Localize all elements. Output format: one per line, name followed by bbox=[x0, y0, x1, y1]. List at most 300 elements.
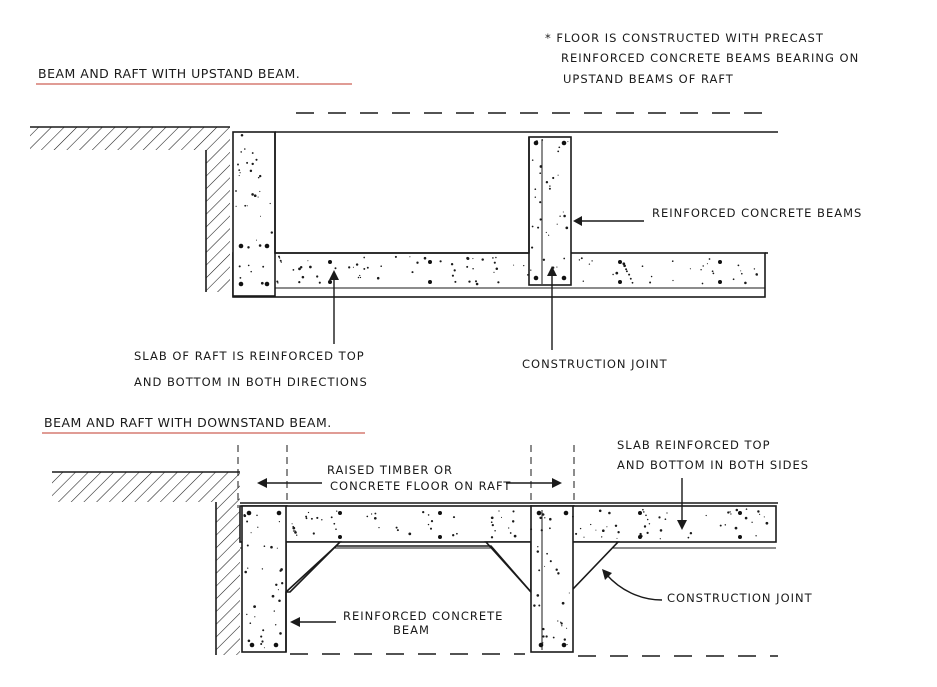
aggregate-speck bbox=[556, 569, 558, 571]
aggregate-speck bbox=[727, 511, 729, 513]
aggregate-speck bbox=[235, 190, 237, 192]
aggregate-speck bbox=[512, 520, 514, 522]
aggregate-speck bbox=[262, 568, 263, 569]
aggregate-speck bbox=[514, 535, 517, 538]
aggregate-speck bbox=[548, 235, 549, 236]
upstand-label-slab-2: AND BOTTOM IN BOTH DIRECTIONS bbox=[134, 375, 368, 389]
aggregate-speck bbox=[595, 530, 596, 531]
aggregate-speck bbox=[630, 278, 632, 280]
aggregate-speck bbox=[754, 268, 755, 269]
aggregate-speck bbox=[239, 175, 240, 176]
aggregate-speck bbox=[275, 584, 277, 586]
aggregate-speck bbox=[335, 528, 337, 530]
aggregate-speck bbox=[745, 517, 748, 520]
aggregate-speck bbox=[374, 513, 376, 515]
downstand-ground-hatching bbox=[52, 472, 240, 655]
aggregate-speck bbox=[580, 528, 581, 529]
aggregate-speck bbox=[260, 643, 262, 645]
aggregate-speck bbox=[259, 244, 262, 247]
aggregate-speck bbox=[246, 521, 248, 523]
aggregate-speck bbox=[252, 163, 254, 165]
aggregate-speck bbox=[567, 141, 568, 142]
upstand-raft-slab bbox=[233, 253, 768, 297]
aggregate-speck bbox=[556, 267, 557, 268]
downstand-label-slab-1: SLAB REINFORCED TOP bbox=[617, 438, 771, 452]
aggregate-speck bbox=[730, 513, 731, 514]
aggregate-speck bbox=[565, 227, 568, 230]
aggregate-speck bbox=[244, 148, 246, 150]
aggregate-speck bbox=[533, 604, 535, 606]
aggregate-speck bbox=[278, 256, 280, 258]
aggregate-speck bbox=[356, 263, 358, 265]
aggregate-speck bbox=[532, 226, 534, 228]
aggregate-speck bbox=[538, 569, 540, 571]
aggregate-speck bbox=[495, 257, 497, 259]
aggregate-speck bbox=[279, 632, 282, 635]
aggregate-speck bbox=[561, 625, 562, 626]
aggregate-speck bbox=[280, 260, 282, 262]
aggregate-speck bbox=[309, 266, 312, 269]
aggregate-speck bbox=[766, 522, 769, 525]
aggregate-speck bbox=[422, 511, 424, 513]
aggregate-speck bbox=[249, 622, 251, 624]
aggregate-speck bbox=[567, 644, 568, 645]
downstand-slab-arrow bbox=[677, 478, 687, 530]
aggregate-speck bbox=[549, 527, 551, 529]
aggregate-speck bbox=[508, 527, 509, 528]
aggregate-speck bbox=[250, 170, 252, 172]
aggregate-speck bbox=[241, 134, 244, 137]
aggregate-speck bbox=[371, 513, 372, 514]
aggregate-speck bbox=[254, 616, 255, 617]
aggregate-speck bbox=[558, 175, 559, 176]
aggregate-speck bbox=[319, 282, 321, 284]
aggregate-speck bbox=[543, 259, 545, 261]
aggregate-speck bbox=[591, 260, 592, 261]
aggregate-speck bbox=[706, 515, 707, 516]
aggregate-speck bbox=[253, 605, 256, 608]
upstand-label-slab-1: SLAB OF RAFT IS REINFORCED TOP bbox=[134, 349, 365, 363]
aggregate-speck bbox=[277, 548, 278, 549]
aggregate-speck bbox=[494, 262, 496, 264]
aggregate-speck bbox=[557, 224, 558, 225]
aggregate-speck bbox=[646, 532, 648, 534]
aggregate-speck bbox=[700, 269, 701, 270]
aggregate-speck bbox=[552, 177, 554, 179]
aggregate-speck bbox=[260, 216, 261, 217]
aggregate-speck bbox=[380, 265, 382, 267]
aggregate-speck bbox=[536, 594, 539, 597]
aggregate-speck bbox=[563, 215, 566, 218]
aggregate-speck bbox=[476, 283, 479, 286]
aggregate-speck bbox=[424, 257, 427, 260]
note-line-1: * FLOOR IS CONSTRUCTED WITH PRECAST bbox=[545, 31, 824, 45]
aggregate-speck bbox=[501, 517, 502, 518]
aggregate-speck bbox=[259, 191, 260, 192]
aggregate-speck bbox=[272, 595, 275, 598]
downstand-label-floor-1: RAISED TIMBER OR bbox=[327, 463, 454, 477]
aggregate-speck bbox=[541, 529, 543, 531]
downstand-joint-arrow bbox=[602, 569, 662, 600]
aggregate-speck bbox=[258, 197, 259, 198]
downstand-center-beam bbox=[531, 506, 573, 652]
aggregate-speck bbox=[531, 247, 533, 249]
aggregate-speck bbox=[549, 185, 550, 186]
aggregate-speck bbox=[247, 205, 248, 206]
aggregate-speck bbox=[542, 635, 544, 637]
aggregate-speck bbox=[395, 256, 397, 258]
aggregate-speck bbox=[530, 528, 532, 530]
aggregate-speck bbox=[583, 537, 584, 538]
aggregate-speck bbox=[729, 511, 730, 512]
aggregate-speck bbox=[550, 560, 552, 562]
aggregate-speck bbox=[736, 509, 739, 512]
aggregate-speck bbox=[259, 175, 261, 177]
aggregate-speck bbox=[466, 266, 468, 268]
aggregate-speck bbox=[428, 524, 429, 525]
aggregate-speck bbox=[623, 264, 626, 267]
aggregate-speck bbox=[270, 546, 273, 549]
aggregate-speck bbox=[702, 283, 704, 285]
aggregate-speck bbox=[358, 277, 360, 279]
aggregate-speck bbox=[243, 514, 246, 517]
aggregate-speck bbox=[416, 262, 418, 264]
aggregate-speck bbox=[261, 282, 264, 285]
aggregate-speck bbox=[608, 512, 611, 515]
aggregate-speck bbox=[553, 637, 555, 639]
aggregate-speck bbox=[271, 231, 273, 233]
aggregate-speck bbox=[557, 150, 559, 152]
aggregate-speck bbox=[411, 271, 413, 273]
aggregate-speck bbox=[363, 268, 365, 270]
aggregate-speck bbox=[735, 527, 738, 530]
aggregate-speck bbox=[645, 514, 647, 516]
aggregate-speck bbox=[248, 640, 251, 643]
aggregate-speck bbox=[725, 524, 726, 525]
aggregate-speck bbox=[746, 508, 748, 510]
aggregate-speck bbox=[298, 281, 300, 283]
upstand-label-beams: REINFORCED CONCRETE BEAMS bbox=[652, 206, 863, 220]
aggregate-speck bbox=[542, 513, 545, 516]
aggregate-speck bbox=[738, 265, 740, 267]
aggregate-speck bbox=[397, 529, 399, 531]
aggregate-speck bbox=[258, 177, 260, 179]
aggregate-speck bbox=[292, 527, 295, 530]
upstand-right-beam bbox=[529, 137, 571, 285]
upstand-beams-arrow bbox=[573, 216, 644, 226]
aggregate-speck bbox=[430, 528, 432, 530]
aggregate-speck bbox=[279, 257, 280, 258]
aggregate-speck bbox=[440, 260, 442, 262]
aggregate-speck bbox=[510, 532, 512, 534]
aggregate-speck bbox=[451, 263, 453, 265]
aggregate-speck bbox=[296, 535, 297, 536]
aggregate-speck bbox=[281, 261, 282, 262]
aggregate-speck bbox=[513, 265, 514, 266]
aggregate-speck bbox=[252, 152, 254, 154]
aggregate-speck bbox=[615, 525, 617, 527]
aggregate-speck bbox=[564, 638, 566, 640]
aggregate-speck bbox=[639, 533, 641, 535]
aggregate-speck bbox=[530, 269, 531, 270]
aggregate-speck bbox=[359, 275, 360, 276]
aggregate-speck bbox=[572, 516, 574, 518]
aggregate-speck bbox=[744, 282, 747, 285]
aggregate-speck bbox=[599, 510, 602, 513]
precast-floor-note bbox=[545, 31, 859, 86]
aggregate-speck bbox=[563, 211, 564, 212]
aggregate-speck bbox=[537, 546, 538, 547]
aggregate-speck bbox=[651, 276, 653, 278]
aggregate-speck bbox=[649, 282, 651, 284]
aggregate-speck bbox=[239, 265, 241, 267]
aggregate-speck bbox=[335, 267, 337, 269]
aggregate-speck bbox=[626, 270, 628, 272]
aggregate-speck bbox=[690, 268, 691, 269]
aggregate-speck bbox=[497, 281, 499, 283]
note-line-2: REINFORCED CONCRETE BEAMS BEARING ON bbox=[561, 51, 860, 65]
aggregate-speck bbox=[546, 232, 547, 233]
aggregate-speck bbox=[539, 517, 541, 519]
aggregate-speck bbox=[540, 218, 542, 220]
aggregate-speck bbox=[741, 273, 743, 275]
aggregate-speck bbox=[260, 636, 262, 638]
aggregate-speck bbox=[292, 523, 293, 524]
aggregate-speck bbox=[374, 517, 377, 520]
aggregate-speck bbox=[712, 270, 714, 272]
aggregate-speck bbox=[311, 518, 313, 520]
aggregate-speck bbox=[408, 533, 411, 536]
aggregate-speck bbox=[660, 529, 663, 532]
aggregate-speck bbox=[302, 276, 305, 279]
aggregate-speck bbox=[617, 531, 619, 533]
aggregate-speck bbox=[764, 516, 765, 517]
aggregate-speck bbox=[472, 258, 473, 259]
aggregate-speck bbox=[452, 534, 454, 536]
aggregate-speck bbox=[557, 620, 558, 621]
upstand-ground-hatching bbox=[30, 127, 230, 292]
aggregate-speck bbox=[540, 165, 543, 168]
aggregate-speck bbox=[494, 530, 496, 532]
aggregate-speck bbox=[255, 159, 257, 161]
aggregate-speck bbox=[542, 628, 544, 630]
aggregate-speck bbox=[612, 274, 613, 275]
aggregate-speck bbox=[545, 635, 547, 637]
aggregate-speck bbox=[256, 515, 257, 516]
aggregate-speck bbox=[278, 589, 279, 590]
aggregate-speck bbox=[733, 278, 735, 280]
aggregate-speck bbox=[563, 258, 565, 260]
downstand-beam-section bbox=[42, 415, 813, 656]
aggregate-speck bbox=[377, 277, 380, 280]
aggregate-speck bbox=[713, 273, 715, 275]
aggregate-speck bbox=[498, 510, 499, 511]
aggregate-speck bbox=[539, 172, 541, 174]
aggregate-speck bbox=[256, 240, 257, 241]
aggregate-speck bbox=[642, 265, 644, 267]
aggregate-speck bbox=[333, 523, 335, 525]
aggregate-speck bbox=[660, 538, 661, 539]
aggregate-speck bbox=[566, 628, 567, 629]
aggregate-speck bbox=[257, 527, 258, 528]
aggregate-speck bbox=[481, 258, 483, 260]
aggregate-speck bbox=[251, 193, 254, 196]
aggregate-speck bbox=[281, 582, 283, 584]
upstand-title: BEAM AND RAFT WITH UPSTAND BEAM. bbox=[38, 66, 301, 81]
aggregate-speck bbox=[237, 164, 239, 166]
aggregate-speck bbox=[617, 538, 618, 539]
aggregate-speck bbox=[549, 518, 552, 521]
aggregate-speck bbox=[308, 512, 309, 513]
aggregate-speck bbox=[756, 274, 757, 275]
aggregate-speck bbox=[665, 518, 667, 520]
downstand-label-beam-1: REINFORCED CONCRETE bbox=[343, 609, 504, 623]
aggregate-speck bbox=[431, 520, 433, 522]
aggregate-speck bbox=[534, 188, 536, 190]
aggregate-speck bbox=[658, 516, 660, 518]
aggregate-speck bbox=[541, 139, 543, 141]
aggregate-speck bbox=[452, 275, 454, 277]
aggregate-speck bbox=[348, 266, 350, 268]
aggregate-speck bbox=[247, 567, 248, 568]
downstand-label-joint: CONSTRUCTION JOINT bbox=[667, 591, 813, 605]
aggregate-speck bbox=[321, 519, 322, 520]
aggregate-speck bbox=[560, 622, 561, 623]
aggregate-speck bbox=[275, 624, 276, 625]
aggregate-speck bbox=[544, 566, 545, 567]
aggregate-speck bbox=[672, 280, 673, 281]
aggregate-speck bbox=[240, 151, 242, 153]
aggregate-speck bbox=[472, 268, 473, 269]
aggregate-speck bbox=[366, 516, 368, 518]
downstand-title: BEAM AND RAFT WITH DOWNSTAND BEAM. bbox=[44, 415, 332, 430]
aggregate-speck bbox=[306, 517, 308, 519]
aggregate-speck bbox=[246, 162, 248, 164]
aggregate-speck bbox=[454, 281, 456, 283]
aggregate-speck bbox=[496, 267, 499, 270]
aggregate-speck bbox=[601, 536, 602, 537]
aggregate-speck bbox=[644, 525, 646, 527]
aggregate-speck bbox=[250, 271, 252, 273]
aggregate-speck bbox=[575, 533, 577, 535]
aggregate-speck bbox=[559, 216, 560, 217]
aggregate-speck bbox=[331, 516, 333, 518]
aggregate-speck bbox=[740, 270, 741, 271]
aggregate-speck bbox=[378, 527, 379, 528]
aggregate-speck bbox=[583, 280, 584, 281]
aggregate-speck bbox=[248, 265, 250, 267]
aggregate-speck bbox=[579, 259, 580, 260]
aggregate-speck bbox=[251, 532, 252, 533]
aggregate-speck bbox=[491, 521, 493, 523]
downstand-label-floor-2: CONCRETE FLOOR ON RAFT bbox=[330, 479, 512, 493]
aggregate-speck bbox=[247, 544, 249, 546]
aggregate-speck bbox=[539, 201, 541, 203]
aggregate-speck bbox=[236, 206, 237, 207]
aggregate-speck bbox=[759, 514, 760, 515]
aggregate-speck bbox=[262, 266, 264, 268]
aggregate-speck bbox=[757, 510, 759, 512]
aggregate-speck bbox=[454, 269, 456, 271]
aggregate-speck bbox=[456, 533, 458, 535]
aggregate-speck bbox=[709, 258, 711, 260]
downstand-label-beam-2: BEAM bbox=[393, 623, 430, 637]
aggregate-speck bbox=[538, 605, 540, 607]
aggregate-speck bbox=[316, 517, 318, 519]
aggregate-speck bbox=[279, 570, 281, 572]
aggregate-speck bbox=[535, 196, 536, 197]
aggregate-speck bbox=[751, 522, 752, 523]
aggregate-speck bbox=[544, 517, 545, 518]
aggregate-speck bbox=[336, 510, 337, 511]
upstand-beam-section bbox=[30, 66, 862, 389]
aggregate-speck bbox=[558, 146, 560, 148]
aggregate-speck bbox=[569, 592, 570, 593]
aggregate-speck bbox=[240, 172, 241, 173]
aggregate-speck bbox=[755, 535, 756, 536]
aggregate-speck bbox=[305, 516, 307, 518]
downstand-label-slab-2: AND BOTTOM IN BOTH SIDES bbox=[617, 458, 810, 472]
aggregate-speck bbox=[409, 256, 410, 257]
aggregate-speck bbox=[647, 519, 649, 521]
aggregate-speck bbox=[244, 205, 246, 207]
center-right-haunch bbox=[572, 542, 618, 590]
aggregate-speck bbox=[491, 516, 494, 519]
aggregate-speck bbox=[293, 530, 294, 531]
aggregate-speck bbox=[363, 257, 365, 259]
aggregate-speck bbox=[238, 169, 240, 171]
aggregate-speck bbox=[264, 647, 265, 648]
upstand-void-outline bbox=[275, 132, 529, 253]
aggregate-speck bbox=[615, 272, 618, 275]
aggregate-speck bbox=[602, 529, 605, 532]
aggregate-speck bbox=[581, 257, 583, 259]
aggregate-speck bbox=[274, 610, 275, 611]
upstand-label-joint: CONSTRUCTION JOINT bbox=[522, 357, 668, 371]
aggregate-speck bbox=[247, 246, 249, 248]
aggregate-speck bbox=[264, 545, 266, 547]
aggregate-speck bbox=[396, 527, 398, 529]
aggregate-speck bbox=[537, 550, 539, 552]
aggregate-speck bbox=[672, 260, 674, 262]
aggregate-speck bbox=[254, 194, 257, 197]
aggregate-speck bbox=[707, 263, 708, 264]
aggregate-speck bbox=[690, 532, 692, 534]
aggregate-speck bbox=[316, 275, 318, 277]
aggregate-speck bbox=[562, 602, 565, 605]
aggregate-speck bbox=[307, 260, 308, 261]
aggregate-speck bbox=[367, 267, 369, 269]
aggregate-speck bbox=[649, 523, 650, 524]
aggregate-speck bbox=[246, 614, 247, 615]
aggregate-speck bbox=[244, 571, 247, 574]
aggregate-speck bbox=[546, 553, 548, 555]
aggregate-speck bbox=[589, 263, 590, 264]
aggregate-speck bbox=[527, 274, 529, 276]
aggregate-speck bbox=[590, 524, 591, 525]
aggregate-speck bbox=[557, 572, 559, 574]
aggregate-speck bbox=[688, 537, 690, 539]
aggregate-speck bbox=[512, 510, 514, 512]
aggregate-speck bbox=[720, 525, 722, 527]
aggregate-speck bbox=[293, 269, 295, 271]
aggregate-speck bbox=[261, 640, 263, 642]
aggregate-speck bbox=[466, 257, 469, 260]
aggregate-speck bbox=[239, 277, 241, 279]
aggregate-speck bbox=[492, 257, 494, 259]
aggregate-speck bbox=[532, 159, 534, 161]
aggregate-speck bbox=[428, 514, 430, 516]
